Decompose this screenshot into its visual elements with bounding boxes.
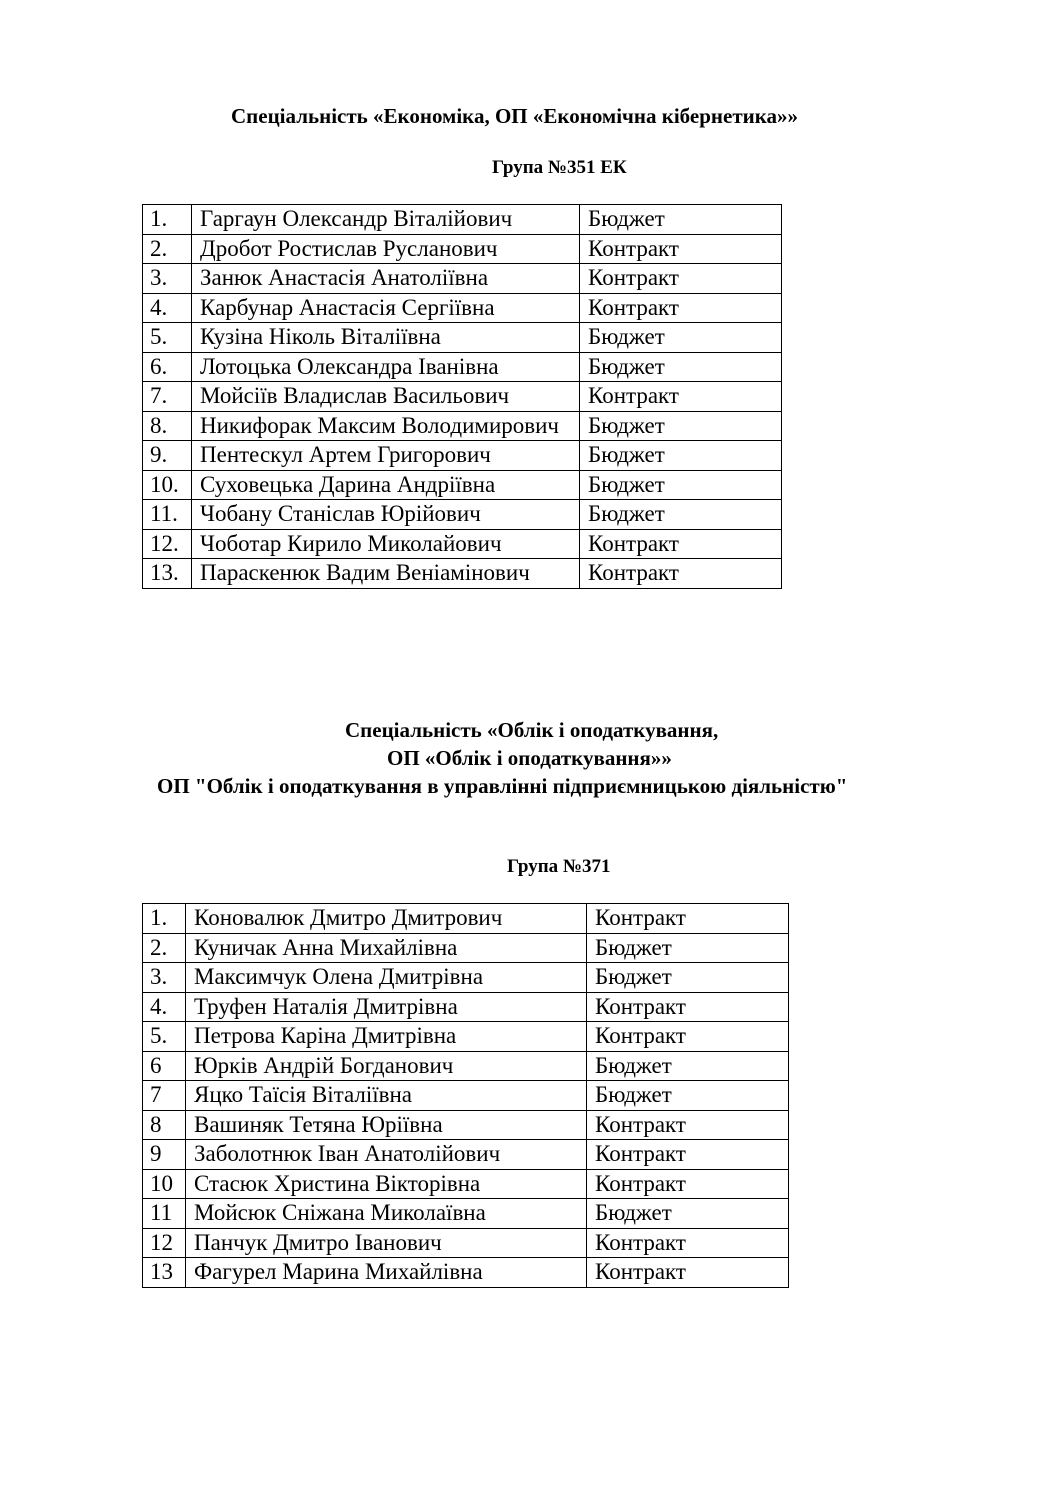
table-row — [143, 1258, 789, 1288]
funding-type: Контракт — [580, 559, 782, 589]
row-number: 3. — [143, 963, 186, 993]
student-name: Коновалюк Дмитро Дмитрович — [186, 904, 587, 934]
table-row — [143, 264, 782, 294]
section1-group-title: Група №351 ЕК — [492, 157, 627, 178]
table-row — [143, 411, 782, 441]
row-number: 8 — [143, 1110, 186, 1140]
row-number: 9. — [143, 441, 192, 471]
funding-type: Контракт — [580, 529, 782, 559]
student-name: Заболотнюк Іван Анатолійович — [186, 1140, 587, 1170]
student-name: Панчук Дмитро Іванович — [186, 1228, 587, 1258]
table-row — [143, 1110, 789, 1140]
row-number: 2. — [143, 234, 192, 264]
student-name: Параскенюк Вадим Веніамінович — [192, 559, 580, 589]
student-name: Петрова Каріна Дмитрівна — [186, 1022, 587, 1052]
funding-type: Контракт — [587, 1140, 789, 1170]
funding-type: Бюджет — [580, 411, 782, 441]
funding-type: Бюджет — [587, 1199, 789, 1229]
row-number: 6. — [143, 352, 192, 382]
table-row — [143, 933, 789, 963]
student-name: Труфен Наталія Дмитрівна — [186, 992, 587, 1022]
table-row — [143, 1022, 789, 1052]
section2-heading-line3: ОП "Облік і оподаткування в управлінні підприємницькою діяльністю" — [157, 774, 848, 798]
student-name: Пентескул Артем Григорович — [192, 441, 580, 471]
table-row — [143, 382, 782, 412]
table-row — [143, 529, 782, 559]
row-number: 1. — [143, 205, 192, 235]
student-name: Лотоцька Олександра Іванівна — [192, 352, 580, 382]
table-row — [143, 1081, 789, 1111]
row-number: 10 — [143, 1169, 186, 1199]
funding-type: Контракт — [580, 382, 782, 412]
funding-type: Бюджет — [587, 1081, 789, 1111]
table-row — [143, 352, 782, 382]
table-row — [143, 1140, 789, 1170]
row-number: 10. — [143, 470, 192, 500]
table-row — [143, 1199, 789, 1229]
row-number: 12 — [143, 1228, 186, 1258]
funding-type: Бюджет — [587, 963, 789, 993]
row-number: 4. — [143, 293, 192, 323]
row-number: 3. — [143, 264, 192, 294]
table-row — [143, 904, 789, 934]
row-number: 6 — [143, 1051, 186, 1081]
student-name: Занюк Анастасія Анатоліївна — [192, 264, 580, 294]
funding-type: Контракт — [587, 1258, 789, 1288]
funding-type: Бюджет — [580, 470, 782, 500]
table-row — [143, 323, 782, 353]
row-number: 7 — [143, 1081, 186, 1111]
student-name: Вашиняк Тетяна Юріївна — [186, 1110, 587, 1140]
row-number: 5. — [143, 323, 192, 353]
funding-type: Контракт — [587, 1228, 789, 1258]
row-number: 11. — [143, 500, 192, 530]
funding-type: Бюджет — [580, 323, 782, 353]
funding-type: Бюджет — [587, 1051, 789, 1081]
row-number: 9 — [143, 1140, 186, 1170]
section2-heading-line1: Спеціальність «Облік і оподаткування, — [345, 718, 719, 742]
student-name: Яцко Таїсія Віталіївна — [186, 1081, 587, 1111]
row-number: 13. — [143, 559, 192, 589]
student-name: Чоботар Кирило Миколайович — [192, 529, 580, 559]
table-row — [143, 500, 782, 530]
student-name: Стасюк Христина Вікторівна — [186, 1169, 587, 1199]
table-row — [143, 441, 782, 471]
section2-heading-line2: ОП «Облік і оподаткування»» — [387, 746, 672, 770]
row-number: 13 — [143, 1258, 186, 1288]
table-row — [143, 992, 789, 1022]
group-351-table — [142, 204, 782, 589]
table-row — [143, 1228, 789, 1258]
funding-type: Контракт — [587, 1169, 789, 1199]
table-row — [143, 205, 782, 235]
row-number: 7. — [143, 382, 192, 412]
table-row — [143, 234, 782, 264]
student-name: Фагурел Марина Михайлівна — [186, 1258, 587, 1288]
funding-type: Бюджет — [580, 441, 782, 471]
section2-group-title: Група №371 — [507, 856, 611, 877]
student-name: Дробот Ростислав Русланович — [192, 234, 580, 264]
table-row — [143, 1169, 789, 1199]
student-name: Юрків Андрій Богданович — [186, 1051, 587, 1081]
funding-type: Контракт — [580, 293, 782, 323]
table-row — [143, 470, 782, 500]
table-row — [143, 293, 782, 323]
table-row — [143, 559, 782, 589]
row-number: 5. — [143, 1022, 186, 1052]
row-number: 8. — [143, 411, 192, 441]
funding-type: Бюджет — [580, 352, 782, 382]
row-number: 1. — [143, 904, 186, 934]
row-number: 11 — [143, 1199, 186, 1229]
funding-type: Контракт — [580, 264, 782, 294]
student-name: Гаргаун Олександр Віталійович — [192, 205, 580, 235]
funding-type: Контракт — [587, 1022, 789, 1052]
student-name: Максимчук Олена Дмитрівна — [186, 963, 587, 993]
table-row — [143, 1051, 789, 1081]
funding-type: Контракт — [587, 992, 789, 1022]
student-name: Кузіна Ніколь Віталіївна — [192, 323, 580, 353]
funding-type: Бюджет — [580, 205, 782, 235]
student-name: Суховецька Дарина Андріївна — [192, 470, 580, 500]
student-name: Карбунар Анастасія Сергіївна — [192, 293, 580, 323]
row-number: 4. — [143, 992, 186, 1022]
student-name: Куничак Анна Михайлівна — [186, 933, 587, 963]
funding-type: Контракт — [580, 234, 782, 264]
student-name: Мойсюк Сніжана Миколаївна — [186, 1199, 587, 1229]
section1-heading: Спеціальність «Економіка, ОП «Економічна кібернетика»» — [231, 104, 799, 128]
row-number: 12. — [143, 529, 192, 559]
group-371-table — [142, 903, 789, 1288]
funding-type: Бюджет — [580, 500, 782, 530]
student-name: Мойсіїв Владислав Васильович — [192, 382, 580, 412]
student-name: Никифорак Максим Володимирович — [192, 411, 580, 441]
row-number: 2. — [143, 933, 186, 963]
funding-type: Контракт — [587, 1110, 789, 1140]
funding-type: Бюджет — [587, 933, 789, 963]
funding-type: Контракт — [587, 904, 789, 934]
student-name: Чобану Станіслав Юрійович — [192, 500, 580, 530]
table-row — [143, 963, 789, 993]
